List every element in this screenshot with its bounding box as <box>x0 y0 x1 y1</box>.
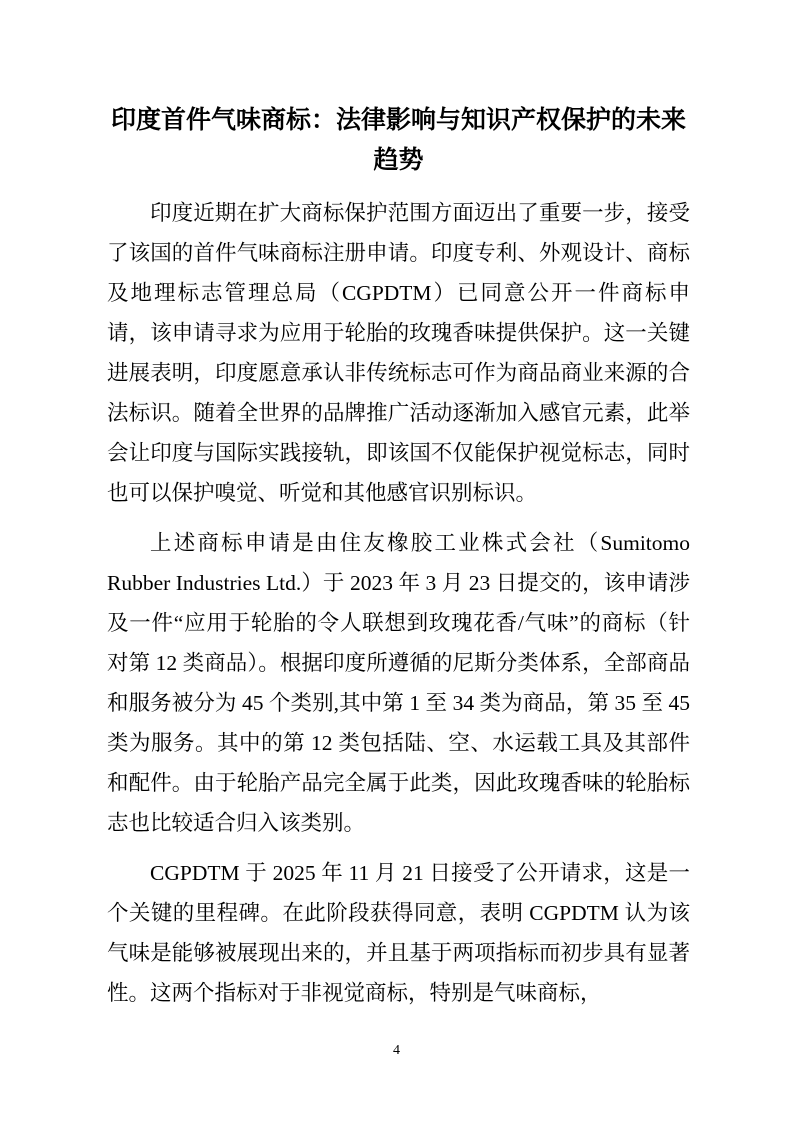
page-number: 4 <box>393 1043 400 1058</box>
paragraph-1: 印度近期在扩大商标保护范围方面迈出了重要一步，接受了该国的首件气味商标注册申请。印度专利、外观设计、商标及地理标志管理总局（CGPDTM）已同意公开一件商标申请，该申请寻求为应用于轮胎的玫瑰香味提供保护。这一关键进展表明，印度愿意承认非传统标志可作为商品商业来源的合法标识。随着全世界的品牌推广活动逐渐加入感官元素，此举会让印度与国际实践接轨，即该国不仅能保护视觉标志，同时也可以保护嗅觉、听觉和其他感官识别标识。 <box>107 201 690 505</box>
title-line-2: 趋势 <box>373 146 424 174</box>
paragraph-2: 上述商标申请是由住友橡胶工业株式会社（Sumitomo Rubber Industries Ltd.）于 2023 年 3 月 23 日提交的，该申请涉及一件“应用于轮胎的令人联想到玫瑰花香/气味”的商标（针对第 12 类商品）。根据印度所遵循的尼斯分类体系，全部商品和服务被分为 45 个类别,其中第 1 至 34 类为商品，第 35 至 45 类为服务。其中的第 12 类包括陆、空、水运载工具及其部件和配件。由于轮胎产品完全属于此类，因此玫瑰香味的轮胎标志也比较适合归入该类别。 <box>107 531 690 835</box>
document-title <box>107 100 690 180</box>
page-footer <box>0 1041 793 1061</box>
paragraph-3: CGPDTM 于 2025 年 11 月 21 日接受了公开请求，这是一个关键的里程碑。在此阶段获得同意，表明 CGPDTM 认为该气味是能够被展现出来的，并且基于两项指标而初步具有显著性。这两个指标对于非视觉商标，特别是气味商标， <box>107 861 690 1005</box>
title-line-1: 印度首件气味商标：法律影响与知识产权保护的未来 <box>110 106 686 134</box>
